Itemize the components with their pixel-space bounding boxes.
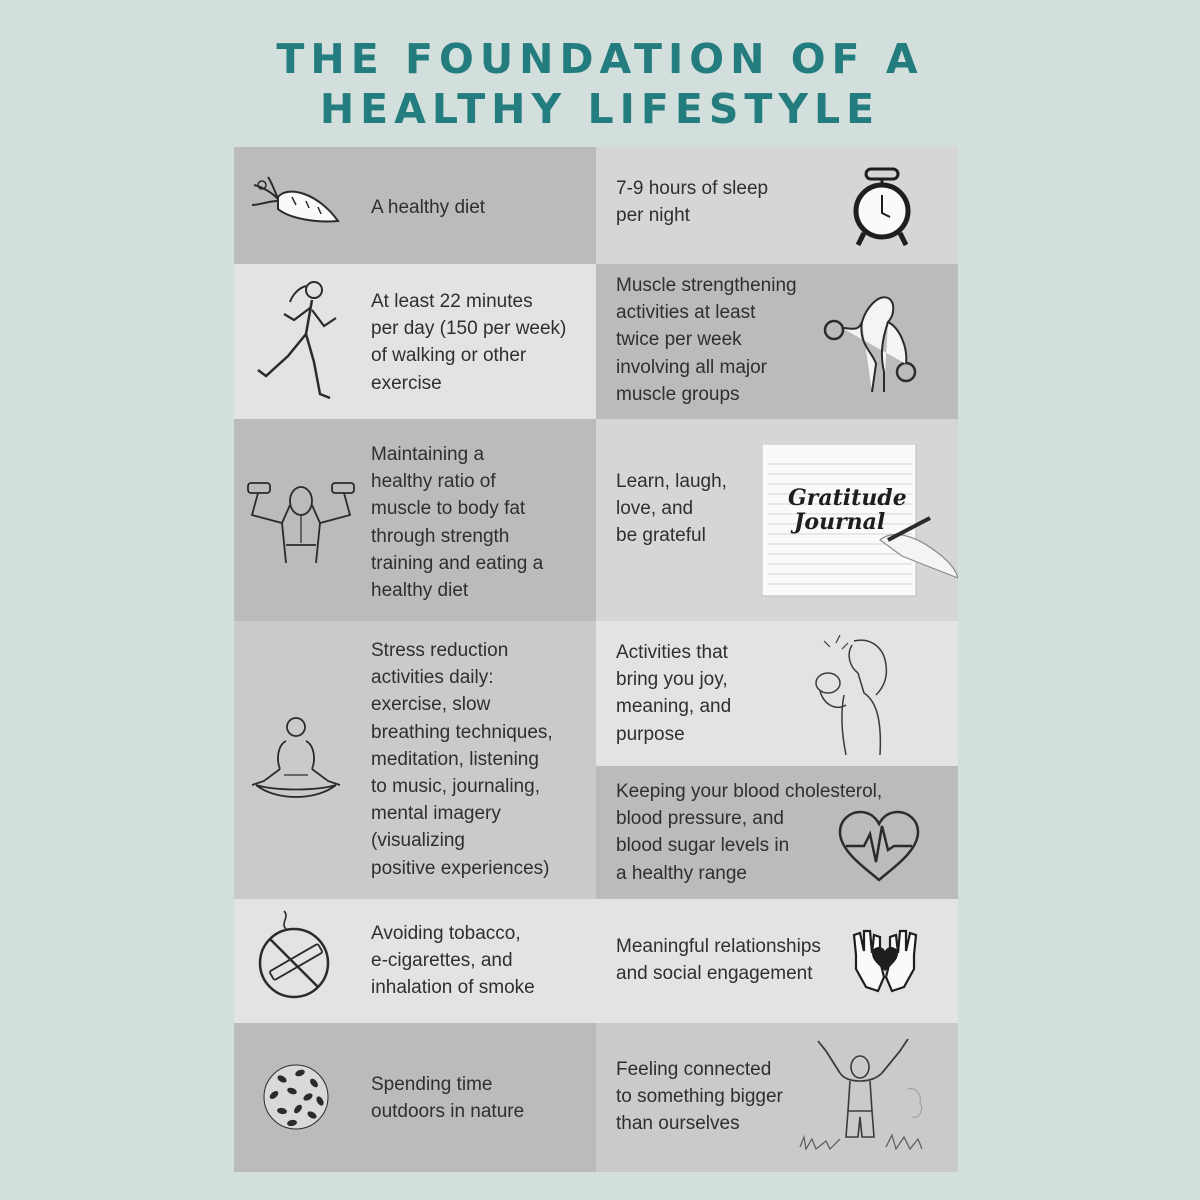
cell-connected	[596, 1023, 958, 1172]
cell-healthy-diet	[234, 147, 596, 264]
cell-text: Avoiding tobacco, e-cigarettes, and inhalation of smoke	[371, 923, 535, 999]
bodybuilder-icon	[822, 292, 922, 394]
cell-text: Feeling connected to something bigger than ourselves	[616, 1059, 783, 1135]
hands-heart-icon	[852, 925, 918, 995]
journal-line-2: Journal	[794, 509, 886, 535]
cell-joy	[596, 621, 958, 766]
cell-exercise	[234, 264, 596, 419]
cell-text: Stress reduction activities daily: exercise, slow breathing techniques, meditation, listening to music, journaling, mental imagery (visualizing positive experiences)	[371, 640, 553, 879]
cell-text: At least 22 minutes per day (150 per week) of walking or other exercise	[371, 291, 567, 394]
cell-text: 7-9 hours of sleep per night	[616, 178, 769, 227]
meditation-icon	[246, 715, 346, 801]
cell-text: Maintaining a healthy ratio of muscle to body fat through strength training and eating a healthy diet	[371, 444, 544, 602]
weightlifter-icon	[242, 475, 360, 567]
cell-muscle-ratio	[234, 419, 596, 621]
cell-text: Learn, laugh, love, and be grateful	[616, 471, 727, 547]
tree-icon	[262, 1063, 330, 1131]
journal-title	[788, 486, 907, 534]
title-line-2: HEALTHY LIFESTYLE	[319, 85, 881, 133]
cell-blood-levels	[596, 766, 958, 899]
alarm-clock-icon	[850, 167, 914, 249]
cell-relationships	[596, 899, 958, 1023]
cell-text: Meaningful relationships and social engagement	[616, 936, 821, 985]
cell-stress-reduction	[234, 621, 596, 899]
no-smoking-icon	[256, 907, 336, 999]
title-line-1: THE FOUNDATION OF A	[276, 35, 924, 83]
page-title	[0, 34, 1200, 134]
cell-text: Activities that bring you joy, meaning, and purpose	[616, 642, 732, 745]
carrot-icon	[248, 175, 344, 231]
cell-text: A healthy diet	[371, 197, 486, 218]
cell-text: Keeping your blood cholesterol, blood pressure, and blood sugar levels in a healthy range	[616, 781, 883, 884]
cell-muscle-strengthening	[596, 264, 958, 419]
arms-raised-icon	[796, 1037, 926, 1157]
heartbeat-icon	[838, 810, 920, 882]
cell-text: Muscle strengthening activities at least twice per week involving all major muscle groups	[616, 275, 797, 405]
cell-nature	[234, 1023, 596, 1172]
cell-text: Spending time outdoors in nature	[371, 1074, 525, 1123]
cell-avoid-tobacco	[234, 899, 596, 1023]
runner-icon	[254, 278, 346, 404]
gratitude-journal-icon	[762, 444, 958, 600]
journal-line-1: Gratitude	[788, 485, 907, 511]
cell-sleep	[596, 147, 958, 264]
woman-with-dog-icon	[806, 635, 892, 757]
cell-gratitude	[596, 419, 958, 621]
